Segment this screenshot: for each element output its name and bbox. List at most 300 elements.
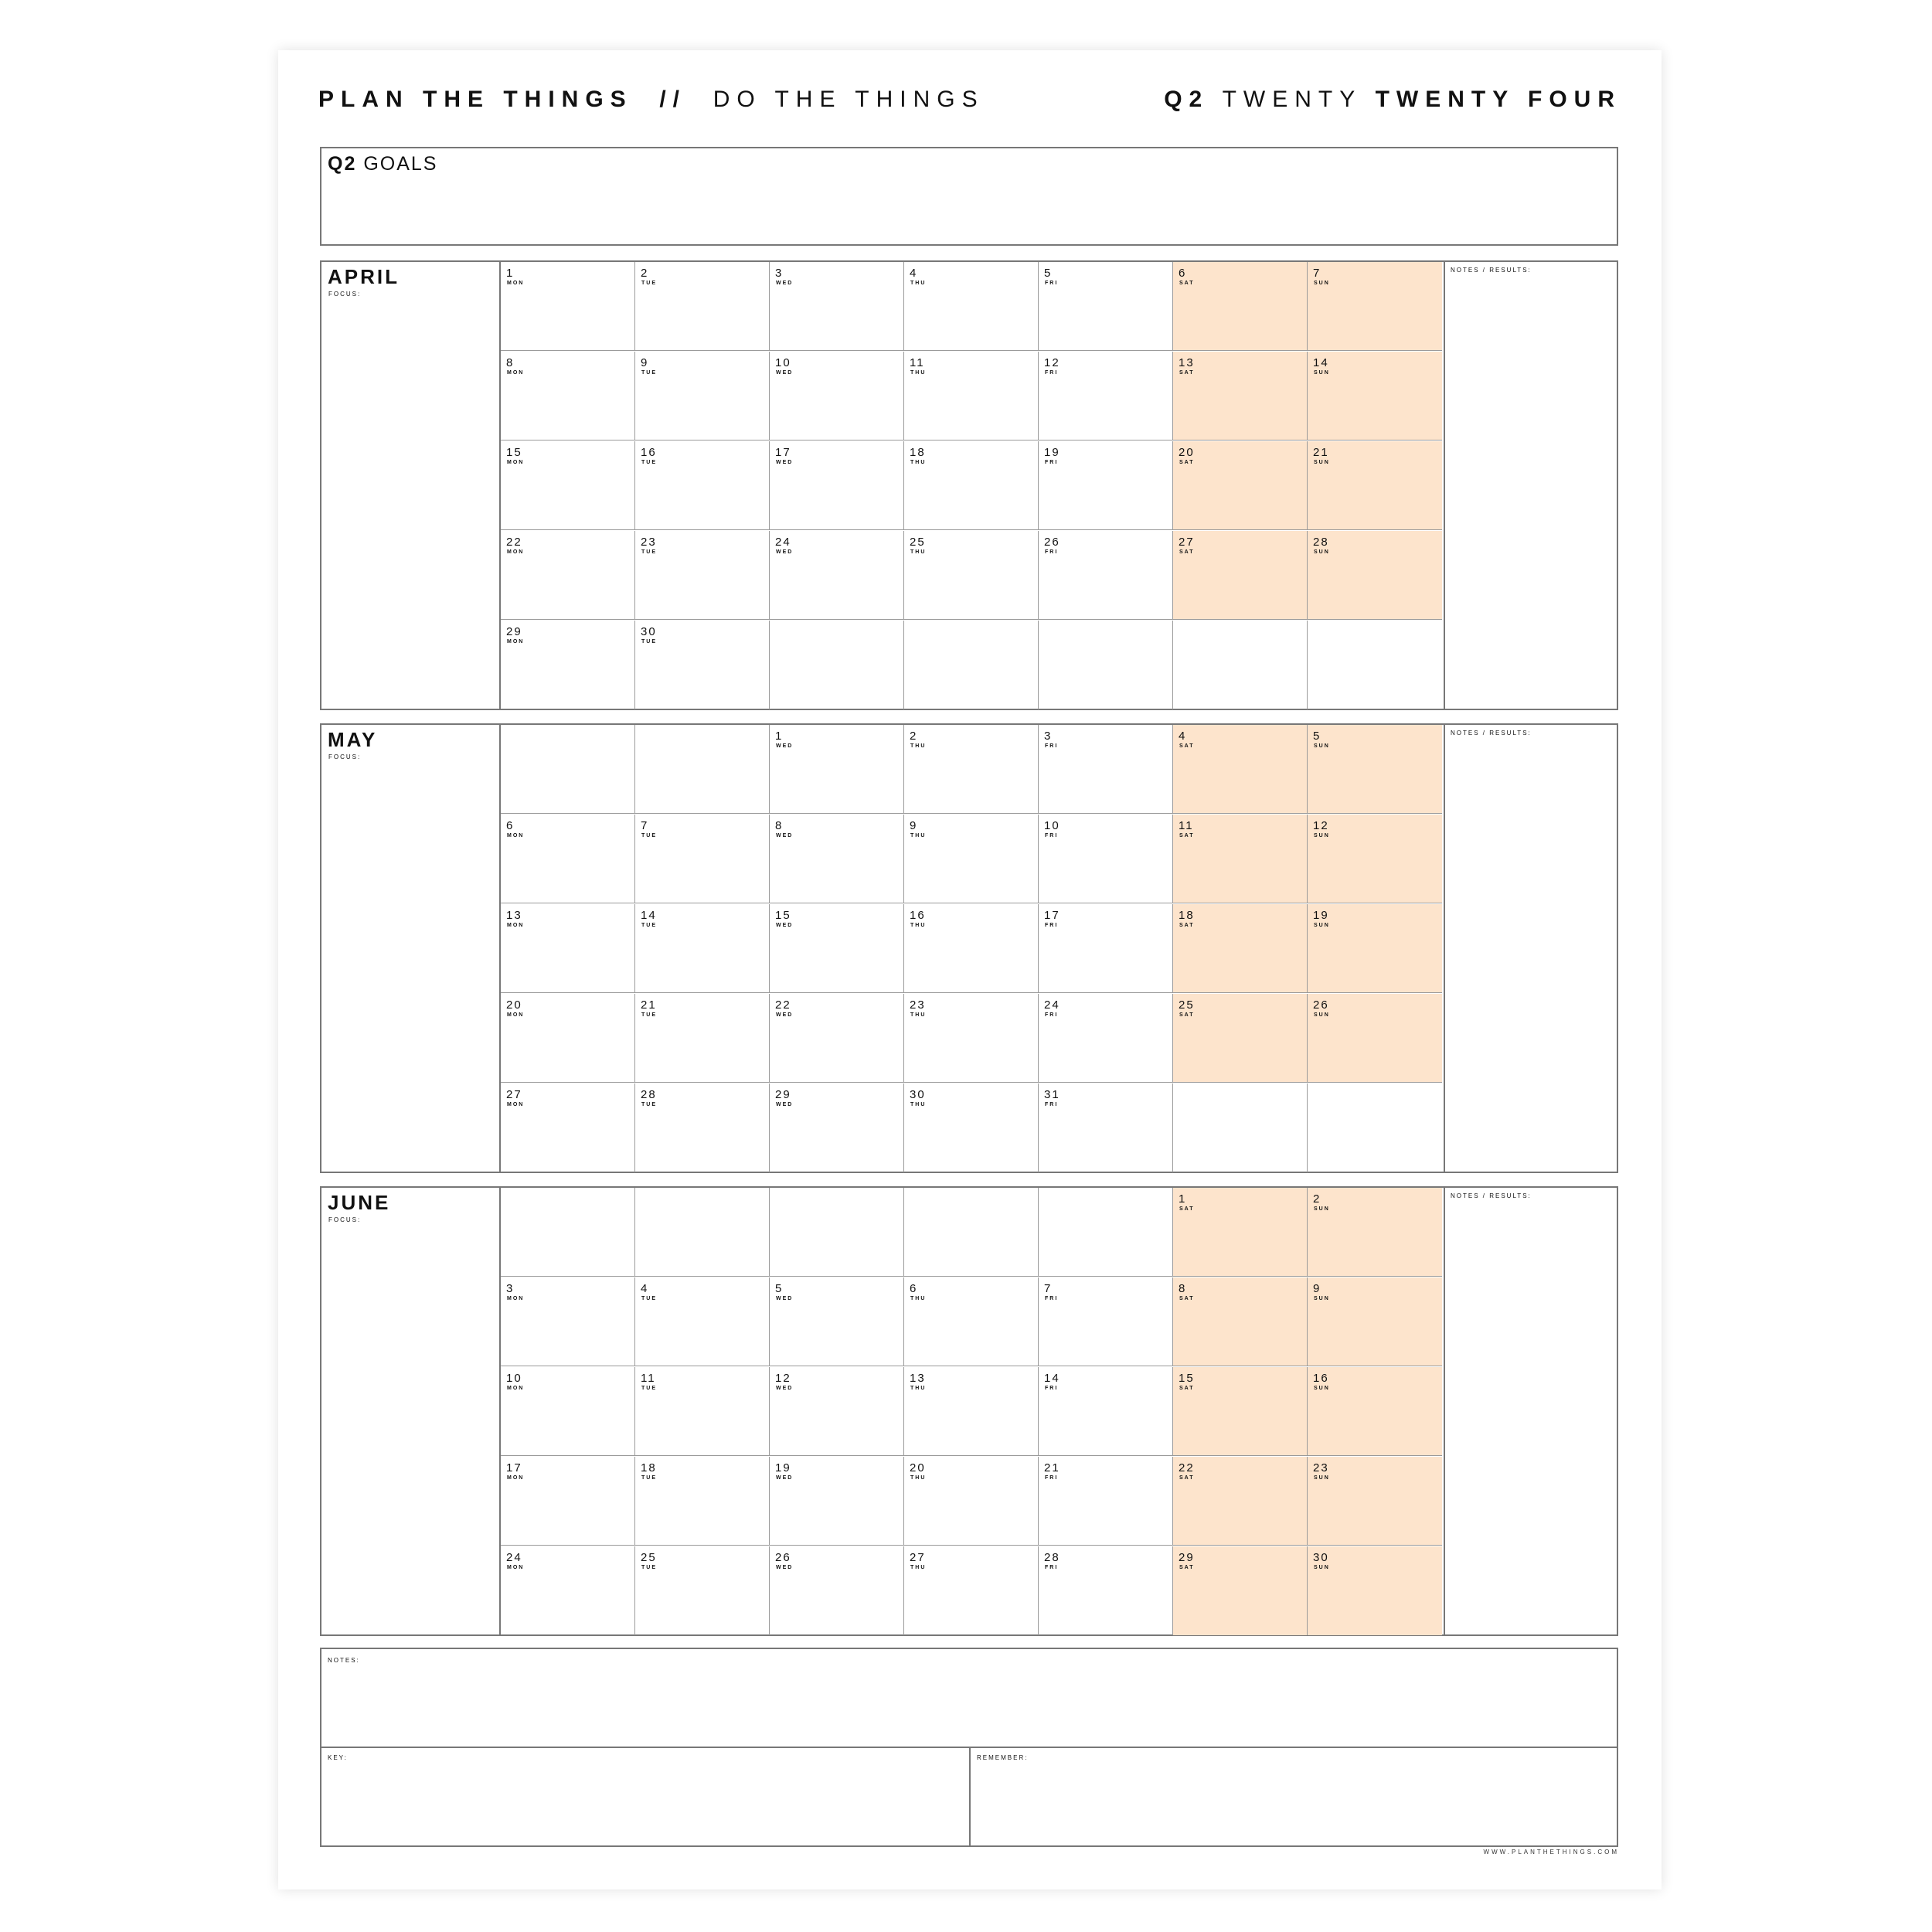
weekday-label: FRI [1045, 1102, 1059, 1107]
weekday-label: TUE [641, 1386, 657, 1391]
day-number: 11 [641, 1372, 656, 1385]
day-cell[interactable] [635, 1457, 770, 1546]
day-cell[interactable] [1173, 1457, 1308, 1546]
day-cell[interactable] [1039, 1277, 1173, 1366]
weekday-label: SUN [1314, 1386, 1330, 1391]
month-block-june [320, 1186, 1618, 1636]
key-label: KEY: [328, 1754, 348, 1761]
weekday-label: SAT [1179, 1386, 1195, 1391]
empty-cell [1173, 621, 1308, 709]
weekday-label: FRI [1045, 1386, 1059, 1391]
day-number: 22 [775, 998, 791, 1012]
weekday-label: SAT [1179, 833, 1195, 838]
day-cell[interactable] [1173, 1546, 1308, 1635]
weekday-label: SUN [1314, 549, 1330, 555]
day-number: 29 [775, 1088, 791, 1101]
day-cell[interactable] [904, 262, 1039, 351]
header-year-bold: TWENTY FOUR [1375, 87, 1621, 112]
weekday-label: TUE [641, 833, 657, 838]
day-cell[interactable] [770, 352, 904, 440]
weekday-label: TUE [641, 281, 657, 286]
day-cell[interactable] [1039, 815, 1173, 903]
weekday-label: TUE [641, 370, 657, 376]
day-number: 25 [1179, 998, 1195, 1012]
month-name: MAY [328, 728, 378, 751]
day-cell[interactable] [770, 994, 904, 1083]
day-cell[interactable] [1039, 1546, 1173, 1635]
weekday-label: FRI [1045, 1475, 1059, 1481]
footer-url: WWW.PLANTHETHINGS.COM [1483, 1849, 1619, 1855]
day-number: 21 [641, 998, 657, 1012]
notes-results-label: NOTES / RESULTS: [1451, 1192, 1532, 1199]
day-cell[interactable] [1308, 1457, 1442, 1546]
day-number: 18 [1179, 909, 1195, 922]
day-number: 2 [641, 267, 649, 280]
day-cell[interactable] [1308, 352, 1442, 440]
day-number: 2 [910, 730, 918, 743]
month-name: APRIL [328, 265, 400, 288]
empty-cell [904, 621, 1039, 709]
day-cell[interactable] [770, 531, 904, 620]
day-number: 4 [910, 267, 918, 280]
weekday-label: TUE [641, 549, 657, 555]
day-number: 23 [910, 998, 926, 1012]
day-cell[interactable] [904, 1457, 1039, 1546]
weekday-label: MON [507, 281, 525, 286]
day-cell[interactable] [635, 621, 770, 709]
day-number: 8 [775, 819, 784, 832]
day-cell[interactable] [904, 1546, 1039, 1635]
day-grid [499, 1188, 1445, 1634]
weekday-label: WED [776, 923, 794, 928]
weekday-label: MON [507, 1102, 525, 1107]
weekday-label: WED [776, 549, 794, 555]
day-cell[interactable] [770, 904, 904, 993]
day-number: 15 [506, 446, 522, 459]
weekday-label: TUE [641, 639, 657, 645]
header-do: DO THE THINGS [713, 87, 985, 112]
weekday-label: SUN [1314, 743, 1330, 749]
weekday-label: WED [776, 1386, 794, 1391]
day-cell[interactable] [904, 815, 1039, 903]
day-number: 26 [1313, 998, 1329, 1012]
day-cell[interactable] [770, 1457, 904, 1546]
day-cell[interactable] [770, 1277, 904, 1366]
weekday-label: SUN [1314, 1565, 1330, 1570]
day-cell[interactable] [770, 1546, 904, 1635]
weekday-label: MON [507, 370, 525, 376]
empty-cell [501, 725, 635, 814]
day-number: 29 [506, 625, 522, 638]
day-number: 25 [910, 536, 926, 549]
weekday-label: THU [910, 1475, 927, 1481]
day-cell[interactable] [1039, 531, 1173, 620]
day-cell[interactable] [1308, 994, 1442, 1083]
weekday-label: THU [910, 1012, 927, 1018]
day-cell[interactable] [1039, 1457, 1173, 1546]
day-cell[interactable] [1308, 1277, 1442, 1366]
day-cell[interactable] [635, 531, 770, 620]
day-cell[interactable] [770, 1367, 904, 1456]
weekday-label: SAT [1179, 370, 1195, 376]
day-number: 5 [1044, 267, 1053, 280]
weekday-label: TUE [641, 1475, 657, 1481]
goals-quarter: Q2 [328, 153, 357, 175]
weekday-label: MON [507, 923, 525, 928]
empty-cell [501, 1188, 635, 1277]
day-cell[interactable] [501, 1367, 635, 1456]
day-number: 12 [1313, 819, 1329, 832]
weekday-label: MON [507, 639, 525, 645]
weekday-label: SUN [1314, 1012, 1330, 1018]
empty-cell [904, 1188, 1039, 1277]
weekday-label: WED [776, 1475, 794, 1481]
day-number: 14 [1313, 356, 1329, 369]
day-cell[interactable] [501, 994, 635, 1083]
day-cell[interactable] [904, 994, 1039, 1083]
day-number: 14 [641, 909, 657, 922]
day-number: 28 [1313, 536, 1329, 549]
day-cell[interactable] [904, 441, 1039, 530]
day-cell[interactable] [904, 1277, 1039, 1366]
goals-box[interactable] [320, 147, 1618, 246]
day-number: 27 [910, 1551, 926, 1564]
day-cell[interactable] [1039, 352, 1173, 440]
weekday-label: MON [507, 1386, 525, 1391]
day-number: 18 [641, 1461, 657, 1475]
day-number: 16 [1313, 1372, 1329, 1385]
weekday-label: SAT [1179, 923, 1195, 928]
day-number: 30 [910, 1088, 926, 1101]
day-cell[interactable] [770, 725, 904, 814]
weekday-label: SAT [1179, 460, 1195, 465]
day-number: 7 [1313, 267, 1321, 280]
weekday-label: THU [910, 281, 927, 286]
day-number: 7 [641, 819, 649, 832]
day-number: 7 [1044, 1282, 1053, 1295]
day-cell[interactable] [770, 441, 904, 530]
empty-cell [770, 1188, 904, 1277]
day-cell[interactable] [1308, 262, 1442, 351]
weekday-label: WED [776, 281, 794, 286]
header-right-title [1164, 87, 1621, 113]
day-cell[interactable] [1173, 352, 1308, 440]
focus-label: FOCUS: [328, 1216, 362, 1223]
weekday-label: SUN [1314, 460, 1330, 465]
empty-cell [1308, 1083, 1442, 1172]
day-number: 20 [1179, 446, 1195, 459]
day-number: 24 [506, 1551, 522, 1564]
day-number: 3 [775, 267, 784, 280]
day-number: 17 [775, 446, 791, 459]
day-cell[interactable] [501, 1277, 635, 1366]
bottom-notes-area [320, 1648, 1618, 1847]
day-number: 21 [1044, 1461, 1060, 1475]
day-cell[interactable] [501, 352, 635, 440]
day-number: 18 [910, 446, 926, 459]
notes-results-label: NOTES / RESULTS: [1451, 267, 1532, 274]
day-cell[interactable] [1039, 1367, 1173, 1456]
day-number: 6 [1179, 267, 1187, 280]
weekday-label: WED [776, 1012, 794, 1018]
day-number: 12 [1044, 356, 1060, 369]
header-left-title [318, 87, 985, 113]
day-cell[interactable] [635, 1546, 770, 1635]
day-number: 5 [775, 1282, 784, 1295]
day-cell[interactable] [501, 1546, 635, 1635]
weekday-label: FRI [1045, 833, 1059, 838]
day-number: 4 [1179, 730, 1187, 743]
weekday-label: WED [776, 743, 794, 749]
day-cell[interactable] [904, 352, 1039, 440]
day-number: 10 [506, 1372, 522, 1385]
notes-label: NOTES: [328, 1657, 360, 1664]
weekday-label: SUN [1314, 1296, 1330, 1301]
day-number: 26 [775, 1551, 791, 1564]
day-cell[interactable] [1039, 904, 1173, 993]
weekday-label: FRI [1045, 923, 1059, 928]
day-cell[interactable] [1173, 994, 1308, 1083]
day-cell[interactable] [770, 262, 904, 351]
day-cell[interactable] [501, 1457, 635, 1546]
day-cell[interactable] [770, 815, 904, 903]
day-cell[interactable] [1039, 262, 1173, 351]
day-cell[interactable] [1308, 725, 1442, 814]
day-number: 22 [506, 536, 522, 549]
empty-cell [1039, 1188, 1173, 1277]
day-number: 15 [1179, 1372, 1195, 1385]
day-number: 28 [641, 1088, 657, 1101]
weekday-label: SAT [1179, 1206, 1195, 1212]
day-cell[interactable] [904, 1367, 1039, 1456]
empty-cell [770, 621, 904, 709]
day-cell[interactable] [1173, 1188, 1308, 1277]
weekday-label: THU [910, 549, 927, 555]
day-cell[interactable] [1039, 994, 1173, 1083]
day-cell[interactable] [1308, 1367, 1442, 1456]
weekday-label: THU [910, 460, 927, 465]
day-cell[interactable] [770, 1083, 904, 1172]
day-cell[interactable] [635, 1367, 770, 1456]
day-cell[interactable] [1308, 1188, 1442, 1277]
day-cell[interactable] [1308, 904, 1442, 993]
day-number: 17 [1044, 909, 1060, 922]
day-cell[interactable] [635, 815, 770, 903]
day-number: 24 [1044, 998, 1060, 1012]
header-year-light: TWENTY [1222, 87, 1362, 112]
day-number: 17 [506, 1461, 522, 1475]
day-number: 19 [1044, 446, 1060, 459]
day-cell[interactable] [501, 904, 635, 993]
day-number: 3 [1044, 730, 1053, 743]
day-number: 27 [506, 1088, 522, 1101]
focus-label: FOCUS: [328, 291, 362, 298]
weekday-label: MON [507, 1565, 525, 1570]
weekday-label: THU [910, 1102, 927, 1107]
header-plan: PLAN THE THINGS [318, 87, 633, 112]
weekday-label: THU [910, 1565, 927, 1570]
day-cell[interactable] [1308, 1546, 1442, 1635]
weekday-label: THU [910, 833, 927, 838]
day-number: 24 [775, 536, 791, 549]
weekday-label: SUN [1314, 1206, 1330, 1212]
day-cell[interactable] [635, 262, 770, 351]
day-cell[interactable] [501, 262, 635, 351]
day-number: 30 [641, 625, 657, 638]
weekday-label: MON [507, 1012, 525, 1018]
day-cell[interactable] [635, 994, 770, 1083]
goals-title [328, 153, 437, 175]
weekday-label: SUN [1314, 370, 1330, 376]
day-number: 10 [775, 356, 791, 369]
day-cell[interactable] [1173, 262, 1308, 351]
notes-results-label: NOTES / RESULTS: [1451, 730, 1532, 736]
day-cell[interactable] [1308, 441, 1442, 530]
day-number: 9 [1313, 1282, 1321, 1295]
day-number: 6 [506, 819, 515, 832]
weekday-label: THU [910, 743, 927, 749]
weekday-label: THU [910, 1296, 927, 1301]
day-cell[interactable] [635, 904, 770, 993]
weekday-label: FRI [1045, 1565, 1059, 1570]
weekday-label: TUE [641, 1102, 657, 1107]
weekday-label: SAT [1179, 743, 1195, 749]
day-number: 23 [641, 536, 657, 549]
weekday-label: WED [776, 1565, 794, 1570]
empty-cell [1173, 1083, 1308, 1172]
day-cell[interactable] [501, 1083, 635, 1172]
day-cell[interactable] [635, 352, 770, 440]
weekday-label: MON [507, 549, 525, 555]
day-number: 5 [1313, 730, 1321, 743]
day-cell[interactable] [904, 531, 1039, 620]
month-block-may [320, 723, 1618, 1173]
weekday-label: SAT [1179, 549, 1195, 555]
day-number: 20 [506, 998, 522, 1012]
day-number: 3 [506, 1282, 515, 1295]
day-cell[interactable] [1173, 725, 1308, 814]
day-number: 25 [641, 1551, 657, 1564]
day-cell[interactable] [635, 441, 770, 530]
weekday-label: SAT [1179, 1565, 1195, 1570]
weekday-label: TUE [641, 1296, 657, 1301]
day-number: 29 [1179, 1551, 1195, 1564]
day-cell[interactable] [501, 621, 635, 709]
weekday-label: SUN [1314, 1475, 1330, 1481]
day-cell[interactable] [635, 1277, 770, 1366]
weekday-label: MON [507, 460, 525, 465]
remember-label: REMEMBER: [977, 1754, 1029, 1761]
weekday-label: MON [507, 833, 525, 838]
day-number: 16 [910, 909, 926, 922]
day-grid [499, 262, 1445, 709]
day-number: 11 [910, 356, 925, 369]
day-cell[interactable] [1039, 725, 1173, 814]
day-cell[interactable] [1039, 1083, 1173, 1172]
day-number: 22 [1179, 1461, 1195, 1475]
weekday-label: WED [776, 370, 794, 376]
day-number: 4 [641, 1282, 649, 1295]
day-cell[interactable] [501, 441, 635, 530]
month-block-april [320, 260, 1618, 710]
day-cell[interactable] [1173, 441, 1308, 530]
weekday-label: MON [507, 1475, 525, 1481]
day-number: 1 [506, 267, 515, 280]
day-number: 13 [506, 909, 522, 922]
day-cell[interactable] [1039, 441, 1173, 530]
day-cell[interactable] [501, 531, 635, 620]
weekday-label: MON [507, 1296, 525, 1301]
weekday-label: FRI [1045, 370, 1059, 376]
day-number: 9 [641, 356, 649, 369]
day-number: 12 [775, 1372, 791, 1385]
weekday-label: WED [776, 460, 794, 465]
weekday-label: SAT [1179, 1296, 1195, 1301]
weekday-label: FRI [1045, 1296, 1059, 1301]
day-number: 30 [1313, 1551, 1329, 1564]
day-cell[interactable] [904, 1083, 1039, 1172]
weekday-label: THU [910, 923, 927, 928]
weekday-label: SAT [1179, 1012, 1195, 1018]
day-number: 19 [775, 1461, 791, 1475]
weekday-label: SUN [1314, 923, 1330, 928]
day-number: 1 [775, 730, 784, 743]
weekday-label: FRI [1045, 281, 1059, 286]
day-number: 11 [1179, 819, 1194, 832]
day-cell[interactable] [1173, 531, 1308, 620]
weekday-label: FRI [1045, 460, 1059, 465]
day-cell[interactable] [1173, 1367, 1308, 1456]
divider-vertical [969, 1747, 971, 1845]
day-cell[interactable] [904, 904, 1039, 993]
day-cell[interactable] [635, 1083, 770, 1172]
weekday-label: TUE [641, 1565, 657, 1570]
day-number: 8 [506, 356, 515, 369]
weekday-label: TUE [641, 1012, 657, 1018]
weekday-label: WED [776, 833, 794, 838]
day-cell[interactable] [1173, 1277, 1308, 1366]
day-cell[interactable] [501, 815, 635, 903]
day-grid [499, 725, 1445, 1172]
empty-cell [635, 1188, 770, 1277]
day-cell[interactable] [904, 725, 1039, 814]
weekday-label: THU [910, 370, 927, 376]
weekday-label: THU [910, 1386, 927, 1391]
day-number: 31 [1044, 1088, 1060, 1101]
header-quarter: Q2 [1164, 87, 1209, 112]
day-number: 1 [1179, 1192, 1187, 1206]
weekday-label: SAT [1179, 281, 1195, 286]
day-cell[interactable] [1308, 531, 1442, 620]
day-cell[interactable] [1173, 904, 1308, 993]
day-number: 8 [1179, 1282, 1187, 1295]
weekday-label: TUE [641, 460, 657, 465]
day-number: 20 [910, 1461, 926, 1475]
weekday-label: FRI [1045, 743, 1059, 749]
weekday-label: SAT [1179, 1475, 1195, 1481]
day-cell[interactable] [1173, 815, 1308, 903]
day-number: 14 [1044, 1372, 1060, 1385]
weekday-label: SUN [1314, 833, 1330, 838]
weekday-label: FRI [1045, 1012, 1059, 1018]
day-number: 21 [1313, 446, 1329, 459]
focus-label: FOCUS: [328, 753, 362, 760]
day-number: 27 [1179, 536, 1195, 549]
weekday-label: TUE [641, 923, 657, 928]
day-number: 19 [1313, 909, 1329, 922]
day-cell[interactable] [1308, 815, 1442, 903]
day-number: 2 [1313, 1192, 1321, 1206]
